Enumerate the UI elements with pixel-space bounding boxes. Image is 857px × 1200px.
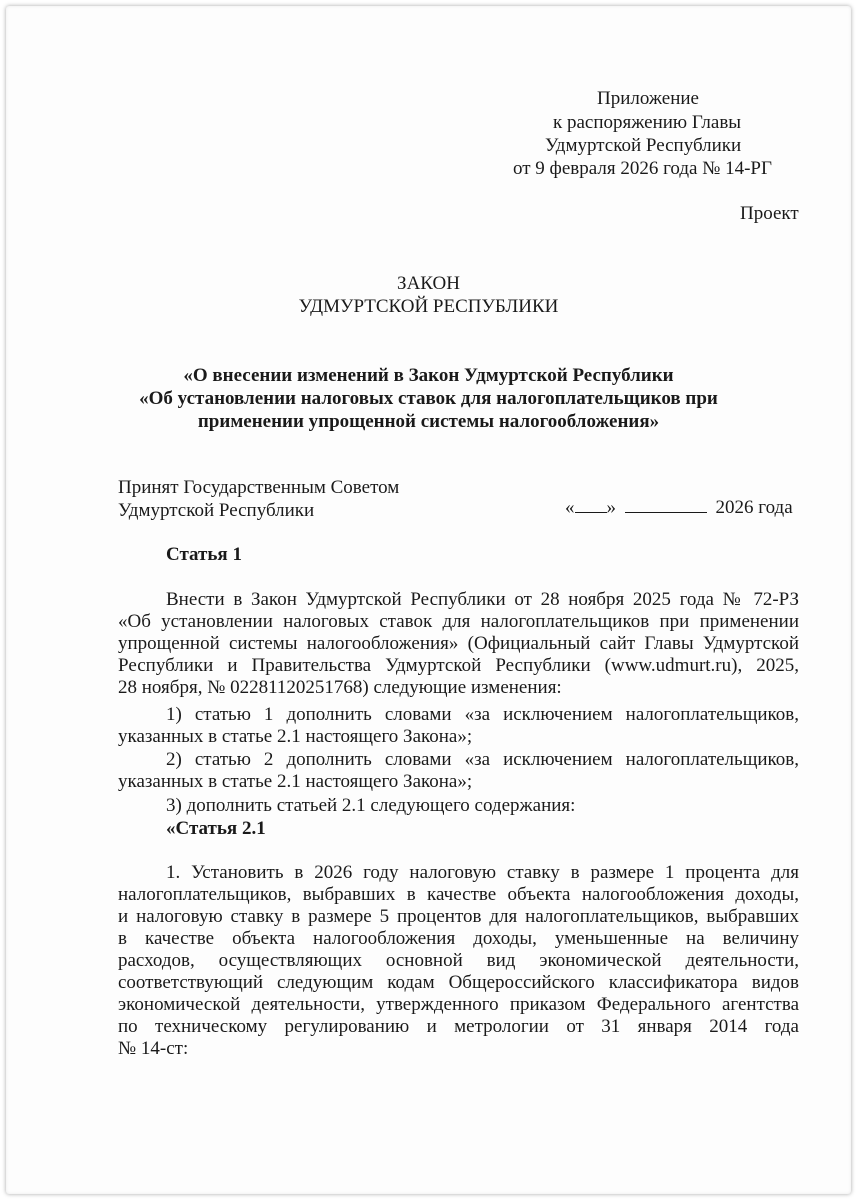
day-blank bbox=[575, 496, 607, 513]
date-close-quote: » bbox=[606, 497, 616, 518]
point-1-line: экономической деятельности, утвержденного приказом Федерального агентства bbox=[118, 994, 799, 1015]
draft-label: Проект bbox=[740, 203, 799, 224]
intro-line: Республики и Правительства Удмуртской Республики (www.udmurt.ru), 2025, bbox=[118, 655, 799, 676]
point-1-line: и налоговую ставку в размере 5 процентов для налогоплательщиков, выбравших bbox=[118, 906, 799, 927]
article-1-item-2 bbox=[118, 749, 799, 793]
law-title-line-2: УДМУРТСКОЙ РЕСПУБЛИКИ bbox=[298, 296, 559, 317]
law-name-line-2: «Об установлении налоговых ставок для налогоплательщиков при bbox=[139, 388, 718, 409]
article-2-1-point-1 bbox=[118, 862, 799, 1060]
adoption-date bbox=[565, 496, 793, 519]
point-1-line: расходов, осуществляющих основной вид экономической деятельности, bbox=[118, 950, 799, 971]
item-2-line: 2) статью 2 дополнить словами «за исключением налогоплательщиков, bbox=[166, 749, 799, 770]
law-name-line-3: применении упрощенной системы налогообложения» bbox=[197, 411, 660, 432]
law-name-line-1: «О внесении изменений в Закон Удмуртской Республики bbox=[183, 365, 674, 386]
article-1-intro bbox=[118, 589, 799, 699]
point-1-line: соответствующий следующим кодам Общероссийского классификатора видов bbox=[118, 972, 799, 993]
intro-line: Внести в Закон Удмуртской Республики от 28 ноября 2025 года № 72-РЗ bbox=[166, 589, 799, 610]
approval-line-4: от 9 февраля 2026 года № 14-РГ bbox=[513, 158, 772, 179]
adoption-line-2: Удмуртской Республики bbox=[118, 500, 315, 521]
approval-line-2: к распоряжению Главы bbox=[553, 112, 742, 133]
point-1-line: № 14-ст: bbox=[118, 1038, 189, 1059]
month-blank bbox=[625, 496, 707, 513]
point-1-line: в качестве объекта налогообложения доходы, уменьшенные на величину bbox=[118, 928, 799, 949]
article-1-item-3: 3) дополнить статьей 2.1 следующего содержания: bbox=[166, 795, 576, 816]
intro-line: «Об установлении налоговых ставок для налогоплательщиков при применении bbox=[118, 611, 799, 632]
intro-line: 28 ноября, № 02281120251768) следующие изменения: bbox=[118, 677, 562, 698]
point-1-line: по техническому регулированию и метрологии от 31 января 2014 года bbox=[118, 1016, 799, 1037]
article-1-item-1 bbox=[118, 704, 799, 748]
date-open-quote: « bbox=[565, 497, 575, 518]
approval-line-1: Приложение bbox=[597, 88, 699, 109]
law-title-line-1: ЗАКОН bbox=[397, 273, 460, 294]
item-2-line: указанных в статье 2.1 настоящего Закона»; bbox=[118, 771, 473, 792]
point-1-line: налогоплательщиков, выбравших в качестве объекта налогообложения доходы, bbox=[118, 884, 799, 905]
article-2-1-heading: «Статья 2.1 bbox=[166, 818, 266, 839]
approval-line-3: Удмуртской Республики bbox=[545, 135, 742, 156]
date-year: 2026 года bbox=[715, 497, 793, 518]
intro-line: упрощенной системы налогообложения» (Официальный сайт Главы Удмуртской bbox=[118, 633, 799, 654]
item-1-line: 1) статью 1 дополнить словами «за исключением налогоплательщиков, bbox=[166, 704, 799, 725]
article-1-heading: Статья 1 bbox=[166, 544, 242, 565]
item-1-line: указанных в статье 2.1 настоящего Закона»; bbox=[118, 726, 473, 747]
adoption-line-1: Принят Государственным Советом bbox=[118, 477, 400, 498]
point-1-line: 1. Установить в 2026 году налоговую ставку в размере 1 процента для bbox=[166, 862, 799, 883]
